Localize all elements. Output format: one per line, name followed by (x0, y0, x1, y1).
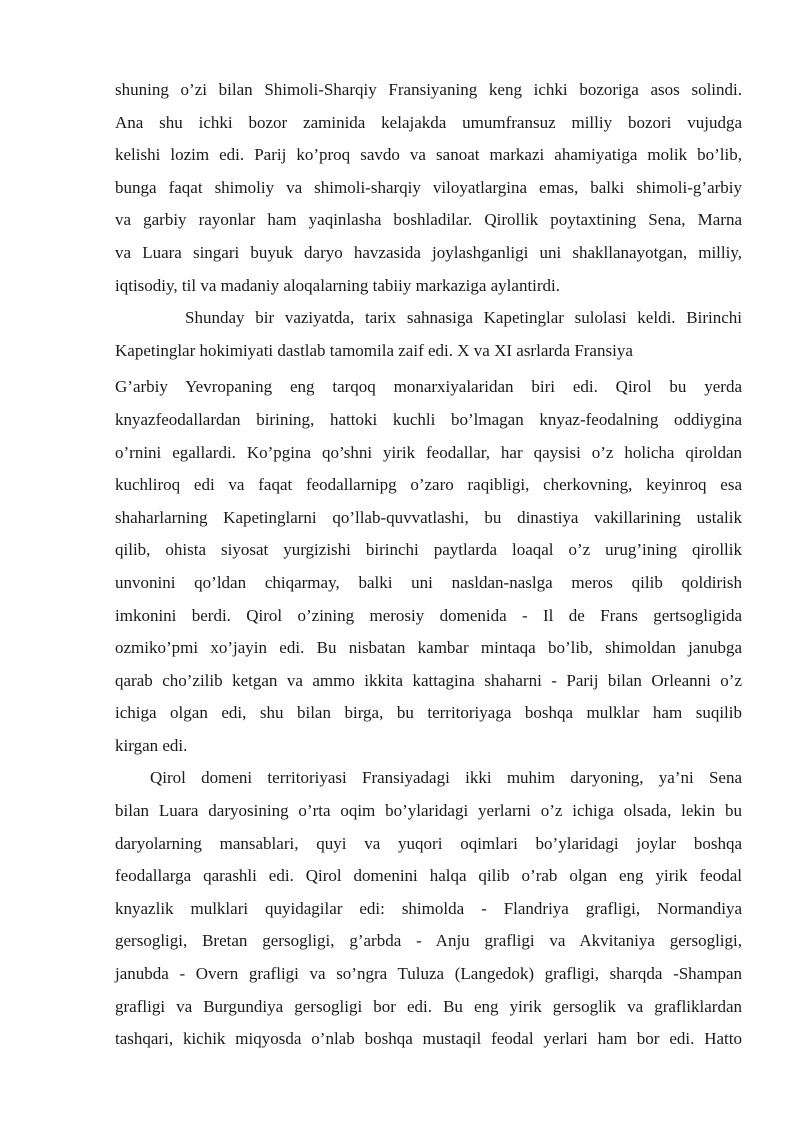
paragraph-4 (115, 762, 742, 1055)
body-text (115, 74, 742, 1056)
text-line: janubda - Overn grafligi va so’ngra Tuluza (Langedok) grafligi, sharqda -Shampan (115, 964, 742, 984)
text-line: kirgan edi. (115, 735, 188, 755)
text-line: bilan Luara daryosining o’rta oqim bo’ylaridagi yerlarni o’z ichiga olsada, lekin bu (115, 801, 742, 821)
text-line: ozmiko’pmi xo’jayin edi. Bu nisbatan kambar mintaqa bo’lib, shimoldan janubga (115, 638, 742, 658)
text-line: imkonini berdi. Qirol o’zining merosiy domenida - Il de Frans gertsogligida (115, 605, 742, 625)
text-line: gersogligi, Bretan gersogligi, g’arbda - Anju grafligi va Akvitaniya gersogligi, (115, 931, 742, 951)
text-line: grafligi va Burgundiya gersogligi bor edi. Bu eng yirik gersoglik va grafliklardan (115, 996, 742, 1016)
text-line: ichiga olgan edi, shu bilan birga, bu territoriyaga boshqa mulklar ham suqilib (115, 703, 742, 723)
text-line: qilib, ohista siyosat yurgizishi birinchi paytlarda loaqal o’z urug’ining qirollik (115, 540, 742, 560)
text-line: iqtisodiy, til va madaniy aloqalarning tabiiy markaziga aylantirdi. (115, 275, 561, 295)
text-line: knyazlik mulklari quyidagilar edi: shimolda - Flandriya grafligi, Normandiya (115, 898, 742, 918)
text-line: unvonini qo’ldan chiqarmay, balki uni nasldan-naslga meros qilib qoldirish (115, 572, 742, 592)
paragraph-3 (115, 371, 742, 762)
text-line: kuchliroq edi va faqat feodallarnipg o’zaro raqibligi, cherkovning, keyinroq esa (115, 475, 742, 495)
text-line: Kapetinglar hokimiyati dastlab tamomila zaif edi. X va XI asrlarda Fransiya (115, 340, 633, 360)
text-line: o’rnini egallardi. Ko’pgina qo’shni yirik feodallar, har qaysisi o’z holicha qiroldan (115, 442, 742, 462)
text-line: va Luara singari buyuk daryo havzasida joylashganligi uni shakllanayotgan, milliy, (115, 242, 742, 262)
text-line: tashqari, kichik miqyosda o’nlab boshqa mustaqil feodal yerlari ham bor edi. Hatto (115, 1029, 742, 1049)
text-line: shaharlarning Kapetinglarni qo’llab-quvvatlashi, bu dinastiya vakillarining ustalik (115, 507, 742, 527)
text-line: shuning o’zi bilan Shimoli-Sharqiy Fransiyaning keng ichki bozoriga asos solindi. (115, 80, 742, 99)
paragraph-1 (115, 74, 742, 302)
text-line: bunga faqat shimoliy va shimoli-sharqiy viloyatlargina emas, balki shimoli-g’arbiy (115, 177, 742, 197)
text-line: Qirol domeni territoriyasi Fransiyadagi ikki muhim daryoning, ya’ni Sena (150, 768, 742, 788)
paragraph-2 (115, 302, 742, 367)
text-line: va garbiy rayonlar ham yaqinlasha boshladilar. Qirollik poytaxtining Sena, Marna (115, 210, 742, 230)
text-line: daryolarning mansablari, quyi va yuqori oqimlari bo’ylaridagi joylar boshqa (115, 833, 742, 853)
text-line: kelishi lozim edi. Parij ko’proq savdo va sanoat markazi ahamiyatiga molik bo’lib, (115, 145, 742, 165)
text-line: Ana shu ichki bozor zaminida kelajakda umumfransuz milliy bozori vujudga (115, 112, 742, 132)
text-line: Shunday bir vaziyatda, tarix sahnasiga Kapetinglar sulolasi keldi. Birinchi (185, 308, 742, 328)
text-line: qarab cho’zilib ketgan va ammo ikkita kattagina shaharni - Parij bilan Orleanni o’z (115, 670, 742, 690)
text-line: knyazfeodallardan birining, hattoki kuchli bo’lmagan knyaz-feodalning oddiygina (115, 409, 742, 429)
text-line: feodallarga qarashli edi. Qirol domenini halqa qilib o’rab olgan eng yirik feodal (115, 866, 742, 886)
text-line: G’arbiy Yevropaning eng tarqoq monarxiyalaridan biri edi. Qirol bu yerda (115, 377, 742, 397)
